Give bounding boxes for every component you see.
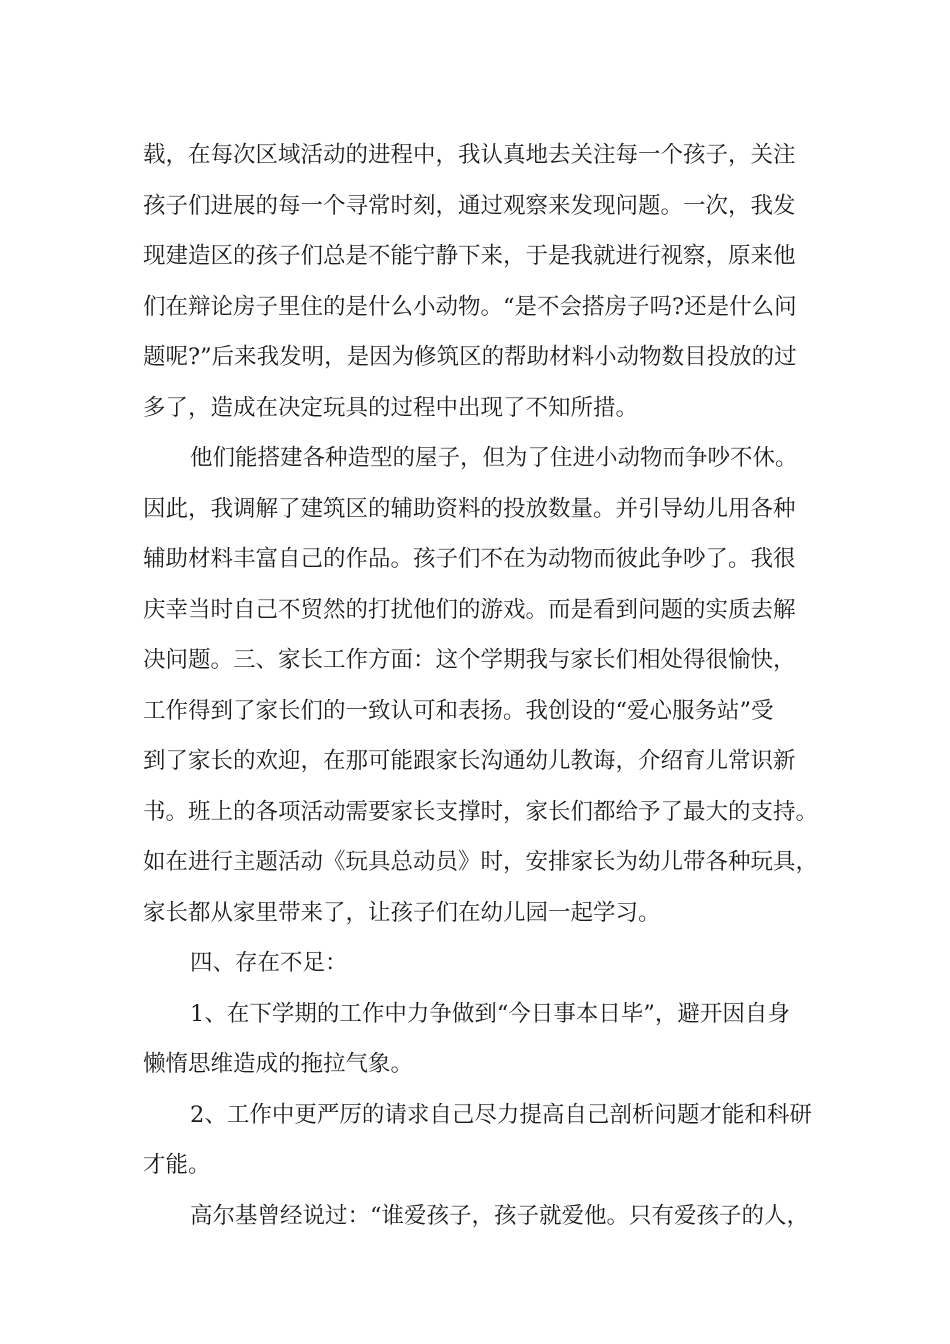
text-line: 到了家长的欢迎，在那可能跟家长沟通幼儿教诲，介绍育儿常识新 [143,748,796,774]
text-line: 多了，造成在决定玩具的过程中出现了不知所措。 [143,394,639,421]
text-line: 孩子们进展的每一个寻常时刻，通过观察来发现问题。一次，我发 [143,192,796,219]
text-line: 2、工作中更严厉的请求自己尽力提高自己剖析问题才能和科研 [190,1101,812,1128]
text-line: 庆幸当时自己不贸然的打扰他们的游戏。而是看到问题的实质去解 [143,596,796,623]
text-line: 书。班上的各项活动需要家长支撑时，家长们都给予了最大的支持。 [143,798,819,825]
document-body [143,130,823,1241]
text-line: 他们能搭建各种造型的屋子，但为了住进小动物而争吵不休。 [190,445,798,471]
text-line: 工作得到了家长们的一致认可和表扬。我创设的“爱心服务站”受 [143,697,774,724]
text-line: 如在进行主题活动《玩具总动员》时，安排家长为幼儿带各种玩具， [143,849,819,875]
text-line: 载，在每次区域活动的进程中，我认真地去关注每一个孩子，关注 [143,142,796,168]
text-line: 题呢?”后来我发明，是因为修筑区的帮助材料小动物数目投放的过 [143,344,797,370]
text-line: 四、存在不足： [190,950,348,976]
text-line: 们在辩论房子里住的是什么小动物。“是不会搭房子吗?还是什么问 [143,293,797,320]
text-line: 懒惰思维造成的拖拉气象。 [143,1051,414,1077]
text-line: 辅助材料丰富自己的作品。孩子们不在为动物而彼此争吵了。我很 [143,546,796,572]
text-line: 1、在下学期的工作中力争做到“今日事本日毕”，避开因自身 [190,1000,790,1027]
text-line: 高尔基曾经说过：“谁爱孩子，孩子就爱他。只有爱孩子的人， [190,1202,810,1229]
text-line: 决问题。三、家长工作方面：这个学期我与家长们相处得很愉快， [143,647,796,673]
text-line: 因此，我调解了建筑区的辅助资料的投放数量。并引导幼儿用各种 [143,495,796,522]
text-line: 现建造区的孩子们总是不能宁静下来，于是我就进行视察，原来他 [143,243,796,269]
text-line: 家长都从家里带来了，让孩子们在幼儿园一起学习。 [143,899,661,926]
text-line: 才能。 [143,1152,211,1178]
